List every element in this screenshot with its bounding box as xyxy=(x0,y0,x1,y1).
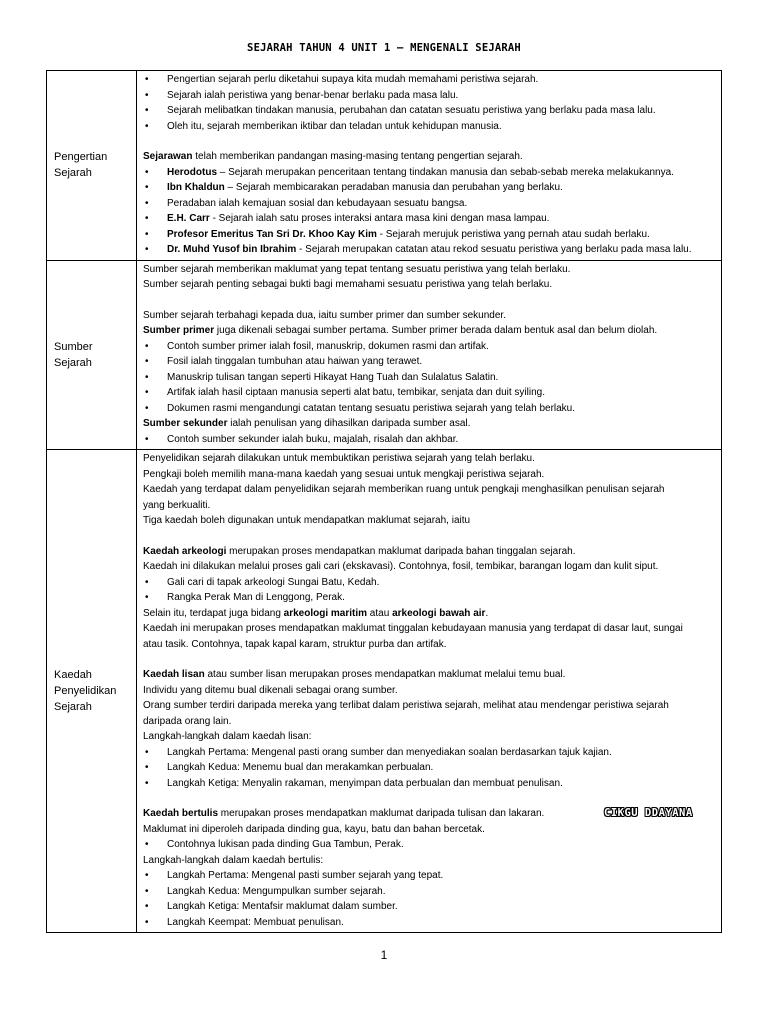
table-row-pengertian xyxy=(47,71,722,261)
text: ialah penulisan yang dihasilkan daripada sumber asal. xyxy=(227,418,471,429)
paragraph xyxy=(143,323,717,339)
paragraph: Individu yang ditemu bual dikenali sebagai orang sumber. xyxy=(143,684,398,696)
bold-term: Sejarawan xyxy=(143,151,193,162)
row-content-sumber xyxy=(137,260,722,450)
spacer xyxy=(143,293,717,308)
row-label-line: Sejarah xyxy=(54,701,92,713)
list-item xyxy=(143,165,717,181)
text: telah memberikan pandangan masing-masing tentang pengertian sejarah. xyxy=(192,151,523,162)
bold-term: Profesor Emeritus Tan Sri Dr. Khoo Kay Kim xyxy=(167,228,377,240)
list-item: • Peradaban ialah kemajuan sosial dan kebudayaan sesuatu bangsa. xyxy=(143,196,717,212)
text: . xyxy=(485,607,489,619)
list-item: • Langkah Ketiga: Mentafsir maklumat dalam sumber. xyxy=(143,899,717,915)
bold-term: Dr. Muhd Yusof bin Ibrahim xyxy=(167,244,297,255)
text: atau sumber lisan merupakan proses mendapatkan maklumat melalui temu bual. xyxy=(204,669,566,680)
list-item: • Langkah Pertama: Mengenal pasti orang sumber dan menyediakan soalan berdasarkan tajuk kajian. xyxy=(143,745,717,761)
text: - Sejarah merupakan catatan atau rekod sesuatu peristiwa yang berlaku pada masa lalu. xyxy=(296,244,692,255)
text: atau xyxy=(367,607,393,619)
paragraph xyxy=(143,606,717,622)
list-item xyxy=(143,211,717,227)
row-content-pengertian xyxy=(137,71,722,261)
text: – Sejarah merupakan penceritaan tentang tindakan manusia dan sebab-sebab mereka melakukannya. xyxy=(217,166,674,178)
list-item xyxy=(143,227,717,243)
paragraph xyxy=(143,667,717,683)
row-label-pengertian xyxy=(47,71,137,261)
row-label-line: Sejarah xyxy=(54,167,92,180)
table-row-sumber xyxy=(47,260,722,450)
bold-term: arkeologi maritim xyxy=(283,607,368,619)
paragraph xyxy=(143,544,717,560)
bold-term: Kaedah arkeologi xyxy=(143,545,227,557)
paragraph: Penyelidikan sejarah dilakukan untuk membuktikan peristiwa sejarah yang telah berlaku. xyxy=(143,453,535,464)
paragraph: Orang sumber terdiri daripada mereka yang terlibat dalam peristiwa sejarah, melihat atau mendengar peristiwa sejarah xyxy=(143,700,669,711)
bold-term: Sumber sekunder xyxy=(143,418,228,429)
list-item xyxy=(143,180,717,196)
paragraph xyxy=(143,149,717,165)
list-item: • Gali cari di tapak arkeologi Sungai Batu, Kedah. xyxy=(143,575,717,591)
bold-term: Ibn Khaldun xyxy=(167,182,225,193)
row-label-line: Pengertian xyxy=(54,151,108,164)
row-label-line: Kaedah xyxy=(54,669,92,681)
list-item: • Langkah Pertama: Mengenal pasti sumber sejarah yang tepat. xyxy=(143,868,717,884)
text: - Sejarah ialah satu proses interaksi antara masa kini dengan masa lampau. xyxy=(209,213,550,224)
paragraph: atau tasik. Contohnya, tapak kapal karam, struktur purba dan artifak. xyxy=(143,638,447,650)
text: juga dikenali sebagai sumber pertama. Sumber primer berada dalam bentuk asal dan belum diolah. xyxy=(214,325,658,336)
bold-term: Herodotus xyxy=(167,166,217,178)
text: - Sejarah merujuk peristiwa yang pernah atau sudah berlaku. xyxy=(376,228,650,240)
paragraph: Sumber sejarah penting sebagai bukti bagi memahami sesuatu peristiwa yang telah berlaku. xyxy=(143,279,553,290)
row-label-line: Sumber xyxy=(54,340,93,353)
paragraph: yang berkualiti. xyxy=(143,499,211,511)
paragraph: Sumber sejarah terbahagi kepada dua, iaitu sumber primer dan sumber sekunder. xyxy=(143,309,506,321)
page-number: 1 xyxy=(380,948,388,962)
paragraph: Kaedah ini dilakukan melalui proses gali cari (ekskavasi). Contohnya, fosil, tembikar, barangan logam dan kulit siput. xyxy=(143,561,659,572)
row-label-line: Penyelidikan xyxy=(54,685,117,697)
bold-term: Sumber primer xyxy=(143,325,215,336)
list-item: • Langkah Kedua: Mengumpulkan sumber sejarah. xyxy=(143,884,717,900)
list-item: • Artifak ialah hasil ciptaan manusia seperti alat batu, tembikar, senjata dan duit syiling. xyxy=(143,385,717,401)
paragraph: Sumber sejarah memberikan maklumat yang tepat tentang sesuatu peristiwa yang telah berlaku. xyxy=(143,263,571,275)
spacer xyxy=(143,134,717,149)
bold-term: Kaedah lisan xyxy=(143,669,205,680)
row-label-kaedah xyxy=(47,450,137,933)
paragraph: Langkah-langkah dalam kaedah bertulis: xyxy=(143,854,324,866)
spacer xyxy=(143,529,717,544)
list-item: • Langkah Kedua: Menemu bual dan merakamkan perbualan. xyxy=(143,760,717,776)
bold-term: arkeologi bawah air xyxy=(392,607,486,619)
document-title: SEJARAH TAHUN 4 UNIT 1 – MENGENALI SEJARAH xyxy=(247,42,521,54)
list-item: • Contoh sumber sekunder ialah buku, majalah, risalah dan akhbar. xyxy=(143,432,717,448)
list-item: • Rangka Perak Man di Lenggong, Perak. xyxy=(143,590,717,606)
list-item: • Manuskrip tulisan tangan seperti Hikayat Hang Tuah dan Sulalatus Salatin. xyxy=(143,370,717,386)
text: Selain itu, terdapat juga bidang xyxy=(143,607,284,619)
list-item: • Pengertian sejarah perlu diketahui supaya kita mudah memahami peristiwa sejarah. xyxy=(143,72,717,88)
list-item: • Fosil ialah tinggalan tumbuhan atau haiwan yang terawet. xyxy=(143,354,717,370)
row-label-sumber xyxy=(47,260,137,450)
paragraph: Langkah-langkah dalam kaedah lisan: xyxy=(143,731,312,742)
spacer xyxy=(143,791,717,806)
list-item: • Oleh itu, sejarah memberikan iktibar dan teladan untuk kehidupan manusia. xyxy=(143,119,717,135)
paragraph: Kaedah ini merupakan proses mendapatkan maklumat tinggalan kebudayaan manusia yang terdapat di dasar laut, sungai xyxy=(143,623,683,634)
list-item: • Langkah Keempat: Membuat penulisan. xyxy=(143,915,717,931)
author-watermark: CIKGU DDAYANA xyxy=(604,807,693,819)
list-item: • Sejarah melibatkan tindakan manusia, perubahan dan catatan sesuatu peristiwa yang berlaku pada masa lalu. xyxy=(143,103,717,119)
text: merupakan proses mendapatkan maklumat daripada tulisan dan lakaran. xyxy=(218,808,545,819)
row-content-kaedah xyxy=(137,450,722,933)
paragraph: Tiga kaedah boleh digunakan untuk mendapatkan maklumat sejarah, iaitu xyxy=(143,515,471,526)
list-item: • Contohnya lukisan pada dinding Gua Tambun, Perak. xyxy=(143,837,717,853)
list-item: • Langkah Ketiga: Menyalin rakaman, menyimpan data perbualan dan membuat penulisan. xyxy=(143,776,717,792)
row-label-line: Sejarah xyxy=(54,356,92,369)
list-item: • Contoh sumber primer ialah fosil, manuskrip, dokumen rasmi dan artifak. xyxy=(143,339,717,355)
text: – Sejarah membicarakan peradaban manusia dan perubahan yang berlaku. xyxy=(224,182,563,193)
paragraph: Maklumat ini diperoleh daripada dinding gua, kayu, batu dan bahan bercetak. xyxy=(143,823,485,835)
list-item: • Dokumen rasmi mengandungi catatan tentang sesuatu peristiwa sejarah yang telah berlaku. xyxy=(143,401,717,417)
list-item xyxy=(143,242,717,258)
notes-table xyxy=(46,70,722,933)
paragraph: daripada orang lain. xyxy=(143,715,232,727)
paragraph: Pengkaji boleh memilih mana-mana kaedah yang sesuai untuk mengkaji peristiwa sejarah. xyxy=(143,468,545,480)
paragraph: Kaedah yang terdapat dalam penyelidikan sejarah memberikan ruang untuk pengkaji menghasilkan penulisan sejarah xyxy=(143,484,665,495)
text: merupakan proses mendapatkan maklumat daripada bahan tinggalan sejarah. xyxy=(226,545,576,557)
table-row-kaedah xyxy=(47,450,722,933)
list-item: • Sejarah ialah peristiwa yang benar-benar berlaku pada masa lalu. xyxy=(143,88,717,104)
bold-term: E.H. Carr xyxy=(167,213,210,224)
bold-term: Kaedah bertulis xyxy=(143,808,219,819)
paragraph xyxy=(143,416,717,432)
spacer xyxy=(143,652,717,667)
